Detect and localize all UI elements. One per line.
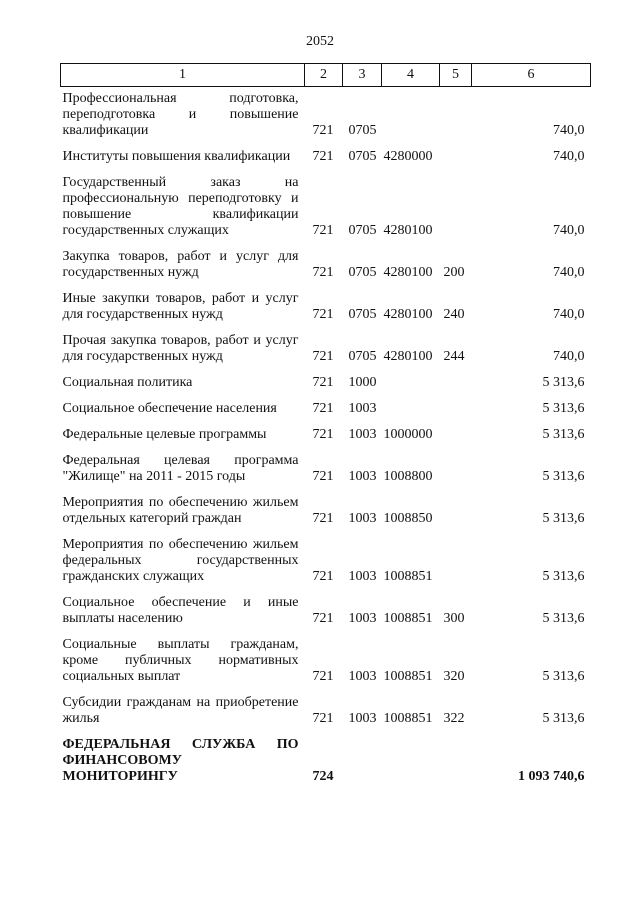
row-cs-code: 4280100 [383, 349, 433, 364]
row-rz-code: 0705 [348, 307, 377, 322]
row-rz-code: 1000 [348, 375, 377, 390]
row-name: Закупка товаров, работ и услуг для государственных нужд [62, 249, 299, 280]
table-row [61, 587, 591, 629]
row-rz-code: 0705 [348, 123, 377, 138]
row-name: ФЕДЕРАЛЬНАЯ СЛУЖБА ПО ФИНАНСОВОМУ МОНИТОРИНГУ [62, 737, 299, 784]
row-sum: 1 093 740,6 [518, 769, 585, 784]
row-cs-code [382, 729, 440, 787]
header-row [61, 64, 591, 87]
row-gr-code: 721 [312, 349, 334, 364]
table-body [61, 87, 591, 788]
row-rz-code: 0705 [348, 149, 377, 164]
row-gr-code: 721 [312, 711, 334, 726]
row-rz-code: 1003 [348, 469, 377, 484]
row-name: Социальные выплаты гражданам, кроме публичных нормативных социальных выплат [62, 637, 299, 684]
row-cs-code [382, 367, 440, 393]
header-cell-sum: 6 [472, 64, 591, 87]
table-row [61, 283, 591, 325]
row-vr-code [440, 393, 472, 419]
row-gr-code: 721 [312, 223, 334, 238]
row-rz-code [343, 729, 382, 787]
row-vr-code: 244 [443, 349, 465, 364]
row-vr-code: 200 [443, 265, 465, 280]
header-cell-cs: 4 [382, 64, 440, 87]
row-rz-code: 1003 [348, 711, 377, 726]
row-vr-code [440, 529, 472, 587]
row-vr-code [440, 141, 472, 167]
table-row [61, 629, 591, 687]
row-name: Институты повышения квалификации [62, 149, 291, 164]
row-gr-code: 721 [312, 265, 334, 280]
row-sum: 740,0 [553, 149, 585, 164]
row-vr-code: 322 [443, 711, 465, 726]
row-rz-code: 1003 [348, 401, 377, 416]
row-vr-code [440, 419, 472, 445]
row-rz-code: 0705 [348, 223, 377, 238]
table-row [61, 167, 591, 241]
row-name: Социальное обеспечение населения [62, 401, 277, 416]
row-name: Мероприятия по обеспечению жильем федеральных государственных гражданских служащих [62, 537, 299, 584]
row-gr-code: 721 [312, 569, 334, 584]
row-cs-code: 1008851 [383, 711, 433, 726]
table-row [61, 241, 591, 283]
row-gr-code: 721 [312, 307, 334, 322]
row-rz-code: 1003 [348, 611, 377, 626]
row-sum: 5 313,6 [542, 511, 585, 526]
header-cell-name: 1 [61, 64, 305, 87]
row-rz-code: 1003 [348, 669, 377, 684]
row-rz-code: 1003 [348, 427, 377, 442]
header-cell-gr: 2 [305, 64, 343, 87]
table-row [61, 325, 591, 367]
row-name: Субсидии гражданам на приобретение жилья [62, 695, 299, 726]
row-sum: 740,0 [553, 307, 585, 322]
row-cs-code: 1008851 [383, 669, 433, 684]
row-cs-code: 1008851 [383, 569, 433, 584]
row-name: Социальная политика [62, 375, 193, 390]
row-sum: 5 313,6 [542, 611, 585, 626]
header-cell-rz: 3 [343, 64, 382, 87]
table-row [61, 141, 591, 167]
row-cs-code: 1008850 [383, 511, 433, 526]
row-name: Государственный заказ на профессиональную переподготовку и повышение квалификации государственных служащих [62, 175, 299, 238]
row-gr-code: 721 [312, 149, 334, 164]
table-row [61, 419, 591, 445]
row-gr-code: 721 [312, 401, 334, 416]
row-cs-code: 1008851 [383, 611, 433, 626]
row-sum: 5 313,6 [542, 401, 585, 416]
table-row [61, 487, 591, 529]
row-name: Иные закупки товаров, работ и услуг для государственных нужд [62, 291, 299, 322]
row-cs-code [382, 87, 440, 142]
row-sum: 740,0 [553, 265, 585, 280]
row-sum: 740,0 [553, 123, 585, 138]
table-row [61, 529, 591, 587]
row-sum: 5 313,6 [542, 711, 585, 726]
row-gr-code: 721 [312, 611, 334, 626]
row-cs-code: 4280100 [383, 265, 433, 280]
row-cs-code: 1000000 [383, 427, 433, 442]
row-cs-code [382, 393, 440, 419]
table-header [61, 64, 591, 87]
row-sum: 5 313,6 [542, 669, 585, 684]
row-name: Федеральная целевая программа "Жилище" на 2011 - 2015 годы [62, 453, 299, 484]
row-vr-code [440, 87, 472, 142]
row-vr-code: 320 [443, 669, 465, 684]
row-gr-code: 721 [312, 511, 334, 526]
row-cs-code: 4280100 [383, 307, 433, 322]
table-row [61, 687, 591, 729]
row-vr-code [440, 729, 472, 787]
row-gr-code: 721 [312, 123, 334, 138]
row-sum: 5 313,6 [542, 375, 585, 390]
table-row [61, 367, 591, 393]
table-row [61, 445, 591, 487]
row-name: Прочая закупка товаров, работ и услуг для государственных нужд [62, 333, 299, 364]
row-gr-code: 721 [312, 427, 334, 442]
table-row [61, 87, 591, 142]
row-name: Федеральные целевые программы [62, 427, 267, 442]
row-name: Социальное обеспечение и иные выплаты населению [62, 595, 299, 626]
row-cs-code: 1008800 [383, 469, 433, 484]
row-name: Профессиональная подготовка, переподготовка и повышение квалификации [62, 91, 299, 138]
row-rz-code: 1003 [348, 569, 377, 584]
row-cs-code: 4280000 [383, 149, 433, 164]
row-gr-code: 721 [312, 469, 334, 484]
row-gr-code: 724 [312, 769, 334, 784]
row-vr-code [440, 487, 472, 529]
row-rz-code: 0705 [348, 349, 377, 364]
table-row [61, 393, 591, 419]
budget-table [60, 63, 591, 787]
row-rz-code: 0705 [348, 265, 377, 280]
row-gr-code: 721 [312, 375, 334, 390]
row-vr-code: 240 [443, 307, 465, 322]
row-gr-code: 721 [312, 669, 334, 684]
row-vr-code [440, 367, 472, 393]
row-vr-code [440, 167, 472, 241]
row-sum: 740,0 [553, 349, 585, 364]
row-sum: 5 313,6 [542, 569, 585, 584]
row-sum: 5 313,6 [542, 469, 585, 484]
row-sum: 5 313,6 [542, 427, 585, 442]
row-vr-code [440, 445, 472, 487]
row-rz-code: 1003 [348, 511, 377, 526]
page-number: 2052 [306, 34, 334, 49]
row-cs-code: 4280100 [383, 223, 433, 238]
header-cell-vr: 5 [440, 64, 472, 87]
row-vr-code: 300 [443, 611, 465, 626]
row-name: Мероприятия по обеспечению жильем отдельных категорий граждан [62, 495, 299, 526]
table-row [61, 729, 591, 787]
row-sum: 740,0 [553, 223, 585, 238]
